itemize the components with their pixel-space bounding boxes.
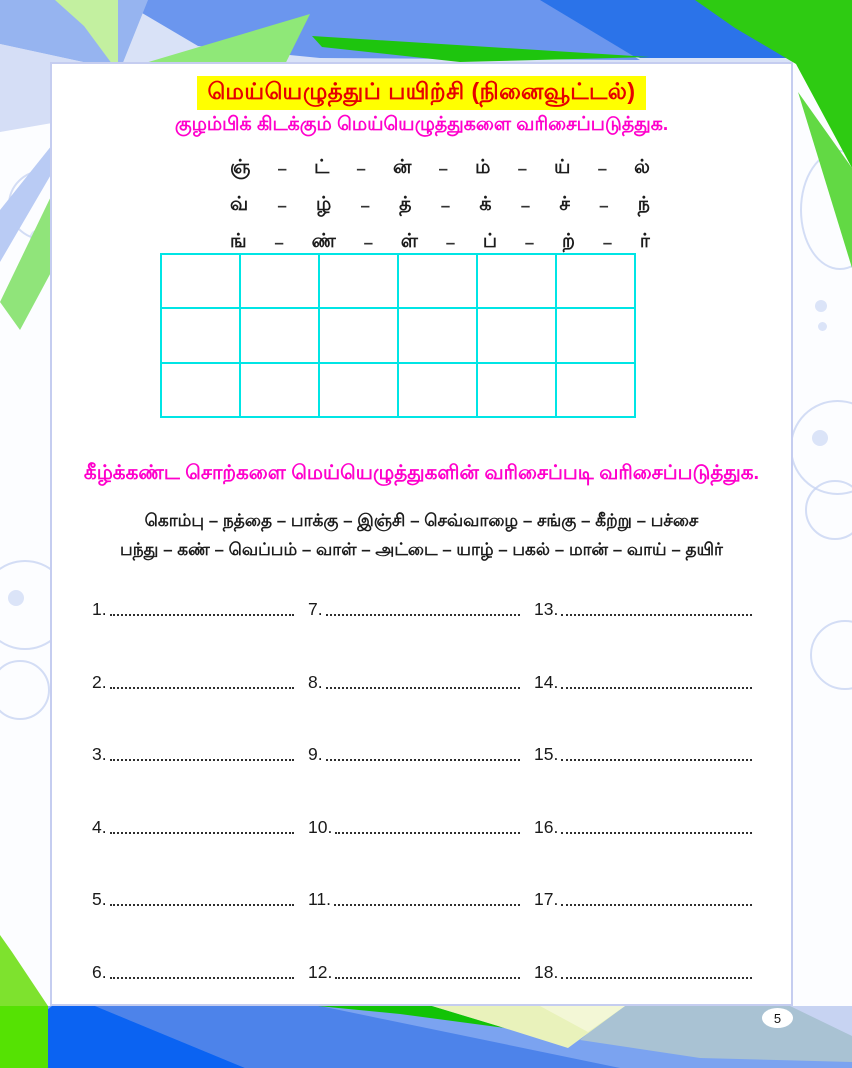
word-list <box>52 506 791 564</box>
answer-blank <box>534 668 752 741</box>
dotted-line <box>110 601 294 616</box>
dash-separator: – <box>517 158 528 178</box>
dash-separator: – <box>520 195 531 215</box>
blank-number: 17. <box>534 889 559 909</box>
letter: ல் <box>634 156 650 178</box>
blank-number: 1. <box>92 599 107 619</box>
grid-cell <box>319 363 398 417</box>
word-list-line-1: கொம்பு – நத்தை – பாக்கு – இஞ்சி – செவ்வாழை – சங்கு – கீற்று – பச்சை <box>144 511 699 530</box>
grid-cell <box>477 308 556 362</box>
letter: ம் <box>475 156 491 178</box>
blank-number: 15. <box>534 744 559 764</box>
answer-blank <box>308 813 520 886</box>
decor-dot <box>8 590 24 606</box>
grid-cell <box>477 363 556 417</box>
letter: ப் <box>482 230 498 252</box>
dotted-line <box>561 891 752 906</box>
letter: ட் <box>314 156 330 178</box>
letter: ச் <box>559 193 570 215</box>
dash-separator: – <box>602 232 613 252</box>
answer-blank <box>92 813 294 886</box>
worksheet-page <box>50 62 793 1006</box>
letter: ள் <box>400 230 418 252</box>
blank-number: 13. <box>534 599 559 619</box>
dotted-line <box>110 674 294 689</box>
dotted-line <box>335 964 520 979</box>
answer-blank <box>534 595 752 668</box>
grid-cell <box>477 254 556 308</box>
page-number-badge: 5 <box>762 1008 793 1028</box>
answer-blank <box>534 885 752 958</box>
letter: ழ் <box>316 193 332 215</box>
scrambled-letters <box>230 150 650 261</box>
dash-separator: – <box>274 232 284 252</box>
grid-cell <box>319 308 398 362</box>
blank-number: 5. <box>92 889 107 909</box>
dotted-line <box>561 601 752 616</box>
answer-blank <box>92 958 294 1031</box>
dotted-line <box>561 964 752 979</box>
grid-cell <box>556 308 635 362</box>
blank-number: 10. <box>308 816 333 837</box>
dotted-line <box>326 746 520 761</box>
blank-number: 7. <box>308 599 323 619</box>
grid-cell <box>161 363 240 417</box>
blank-number: 14. <box>534 671 559 692</box>
answer-blank <box>534 740 752 813</box>
blank-number: 4. <box>92 816 107 837</box>
grid-cell <box>319 254 398 308</box>
letter: ங் <box>230 230 247 252</box>
answer-blank <box>308 885 520 958</box>
dotted-line <box>110 891 294 906</box>
grid-cell <box>398 254 477 308</box>
answer-blank <box>308 740 520 813</box>
grid-cell <box>240 254 319 308</box>
dotted-line <box>561 746 752 761</box>
letter-row-1 <box>230 150 650 187</box>
dash-separator: – <box>360 195 370 215</box>
decor-dot <box>815 300 827 312</box>
letter-row-2 <box>230 187 650 224</box>
letter: ற் <box>562 230 575 252</box>
dotted-line <box>334 891 520 906</box>
letter: ன் <box>392 156 412 178</box>
answer-blank <box>92 740 294 813</box>
answer-blank <box>92 595 294 668</box>
answer-blank <box>308 595 520 668</box>
letter: ய் <box>554 156 571 178</box>
title-row <box>52 76 791 110</box>
letter: ண் <box>311 230 336 252</box>
dotted-line <box>110 819 294 834</box>
blank-number: 2. <box>92 671 107 692</box>
dotted-line <box>326 674 520 689</box>
dash-separator: – <box>524 232 535 252</box>
dash-separator: – <box>277 158 288 178</box>
letter: த் <box>399 193 412 215</box>
grid-cell <box>240 363 319 417</box>
letter: க் <box>479 193 492 215</box>
answer-blank <box>92 668 294 741</box>
grid-cell <box>161 308 240 362</box>
decor-dot <box>818 322 827 331</box>
dash-separator: – <box>440 195 451 215</box>
answer-blank <box>534 958 752 1031</box>
blank-number: 6. <box>92 961 107 982</box>
blank-number: 12. <box>308 961 333 982</box>
grid-cell <box>556 254 635 308</box>
instruction-arrange-letters: குழம்பிக் கிடக்கும் மெய்யெழுத்துகளை வரிசைப்படுத்துக. <box>174 114 669 135</box>
grid-cell <box>398 308 477 362</box>
dotted-line <box>110 964 294 979</box>
dotted-line <box>110 746 294 761</box>
dotted-line <box>326 601 520 616</box>
answer-grid <box>160 253 636 418</box>
blank-number: 18. <box>534 961 559 982</box>
dash-separator: – <box>277 195 287 215</box>
grid-cell <box>398 363 477 417</box>
blank-number: 11. <box>308 889 332 909</box>
dash-separator: – <box>599 195 609 215</box>
blank-number: 8. <box>308 671 323 692</box>
answer-blank <box>308 958 520 1031</box>
dotted-line <box>561 674 752 689</box>
answer-blank <box>92 885 294 958</box>
page-title: மெய்யெழுத்துப் பயிற்சி (நினைவூட்டல்) <box>197 76 645 110</box>
dotted-line <box>335 819 520 834</box>
answer-blank <box>534 813 752 886</box>
dash-separator: – <box>597 158 608 178</box>
letter: ஞ் <box>230 156 251 178</box>
grid-cell <box>240 308 319 362</box>
dash-separator: – <box>445 232 456 252</box>
dash-separator: – <box>356 158 366 178</box>
answer-blank <box>308 668 520 741</box>
grid-cell <box>556 363 635 417</box>
blank-number: 3. <box>92 744 107 764</box>
letter: வ் <box>230 193 249 215</box>
instruction-arrange-words: கீழ்க்கண்ட சொற்களை மெய்யெழுத்துகளின் வரிசைப்படி வரிசைப்படுத்துக. <box>83 462 760 484</box>
letter: ந் <box>637 193 650 215</box>
blank-number: 16. <box>534 816 559 837</box>
decor-dot <box>812 430 828 446</box>
blank-number: 9. <box>308 744 323 764</box>
word-list-line-2: பந்து – கண் – வெப்பம் – வாள் – அட்டை – யாழ் – பகல் – மான் – வாய் – தயிர் <box>120 540 723 559</box>
dotted-line <box>561 819 752 834</box>
dash-separator: – <box>438 158 449 178</box>
numbered-answer-blanks <box>92 595 752 1030</box>
dash-separator: – <box>363 232 374 252</box>
letter: ர் <box>639 230 650 252</box>
grid-cell <box>161 254 240 308</box>
